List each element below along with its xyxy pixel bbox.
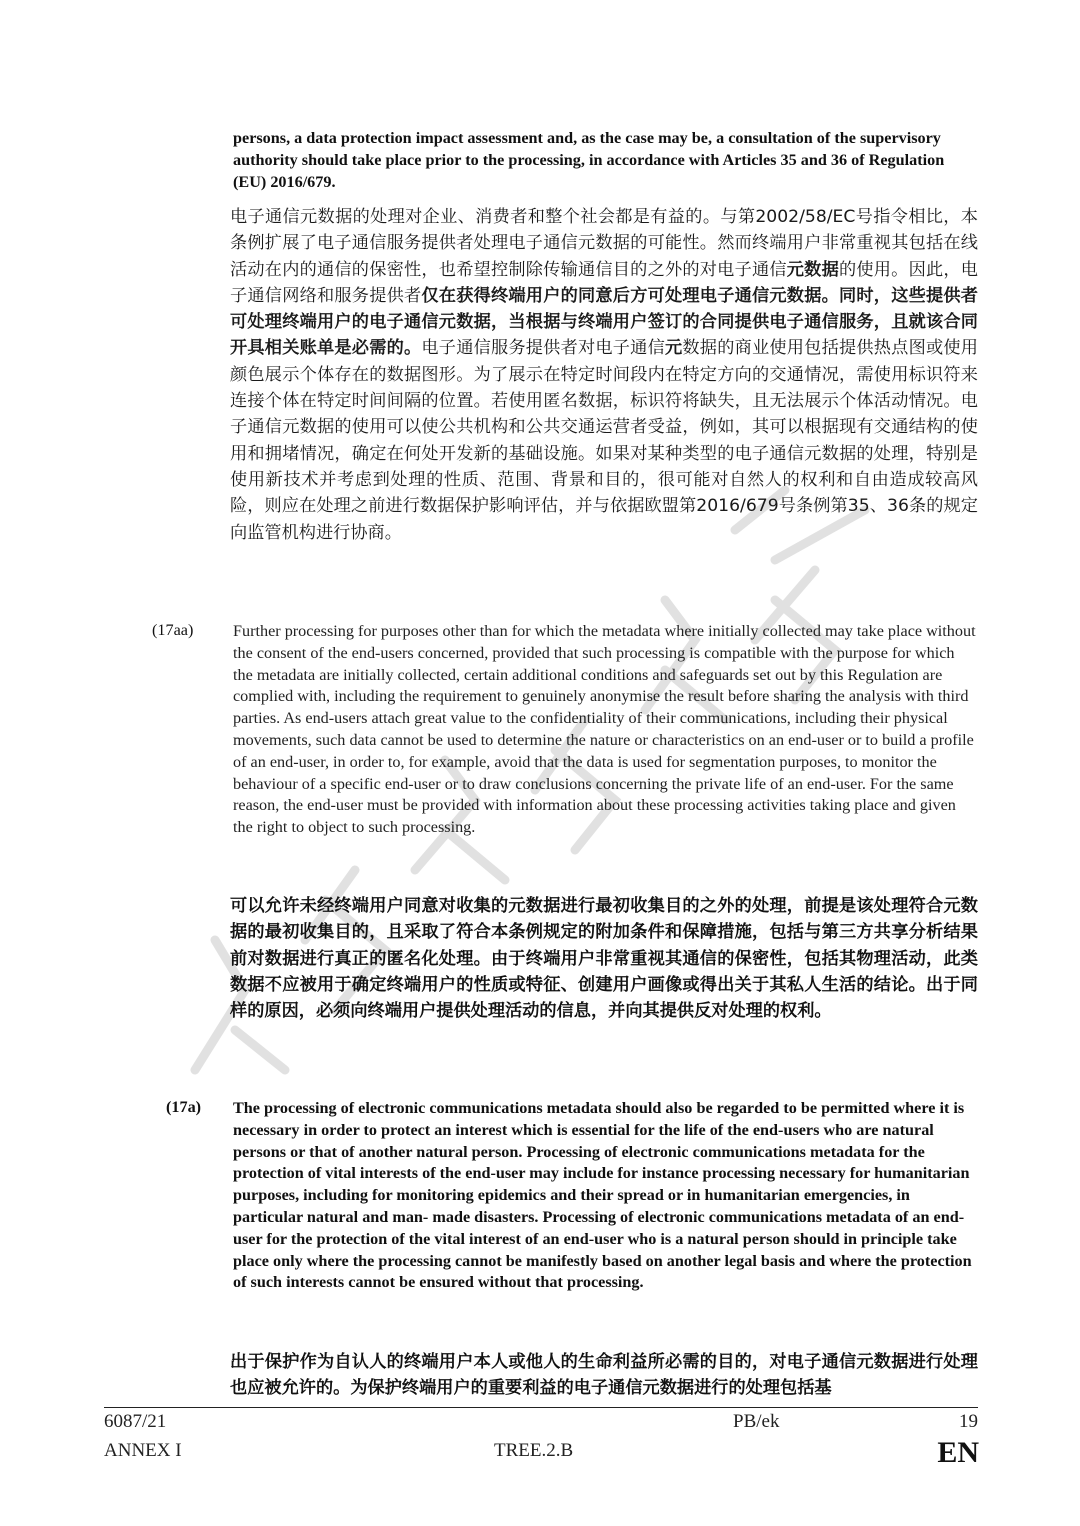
paragraph-top-zh-part3: 电子通信服务提供者对电子通信 <box>421 338 665 359</box>
paragraph-top-en: persons, a data protection impact assessment and, as the case may be, a consultation of the supervisory authority should take place prior to the processing, in accordance with Articles 35 and 36 of Regulation (EU) 2016/679. <box>233 129 945 191</box>
footer-page-number: 19 <box>959 1411 978 1432</box>
paragraph-top-zh-bold1: 元数据 <box>786 259 839 280</box>
paragraph-17a-zh: 出于保护作为自认人的终端用户本人或他人的生命利益所必需的目的，对电子通信元数据进行处理也应被允许的。为保护终端用户的重要利益的电子通信元数据进行的处理包括基 <box>230 1352 978 1399</box>
paragraph-top-zh <box>230 204 978 546</box>
footer-language: EN <box>937 1436 979 1469</box>
paragraph-top-zh-part4: 数据的商业使用包括提供热点图或使用颜色展示个体存在的数据图形。为了展示在特定时间段内在特定方向的交通情况，需使用标识符来连接个体在特定时间间隔的位置。若使用匿名数据，标识符将缺失，且无法展示个体活动情况。电子通信元数据的使用可以使公共机构和公共交通运营者受益，例如，其可以根据现有交通结构的使用和拥堵情况，确定在何处开发新的基础设施。如果对某种类型的电子通信元数据的处理，特别是使用新技术并考虑到处理的性质、范围、背景和目的，很可能对自然人的权利和自由造成较高风险，则应在处理之前进行数据保护影响评估，并与依据欧盟第2016/679号条例第35、36条的规定向监管机构进行协商。 <box>230 338 978 543</box>
footer-initials: PB/ek <box>733 1411 780 1432</box>
paragraph-top-zh-bold2: 仅在获得终端用户的同意后方可处理电子通信元数据。同时，这些提供者可处理终端用户的电子通信元数据，当根据与终端用户签订的合同提供电子通信服务，且就该合同开具相关账单是必需的。 <box>230 285 978 359</box>
paragraph-17a-en: The processing of electronic communications metadata should also be regarded to be permitted where it is necessary in order to protect an interest which is essential for the life of the end-users who are natural persons or that of another natural person. Processing of electronic communications metadata for the protection of vital interests of the end-user may include for instance processing necessary for humanitarian purposes, including for monitoring epidemics and their spread or in humanitarian emergencies, in particular natural and man- made disasters. Processing of electronic communications metadata of an end- user for the protection of the vital interest of an end-user who is a natural person should in principle take place only where the processing cannot be manifestly based on another legal basis and where the protection of such interests cannot be ensured without that processing. <box>233 1099 972 1292</box>
footer-rule <box>104 1407 978 1408</box>
paragraph-top-zh-part2: 的使用。因此，电子通信网络和服务提供者 <box>230 259 978 306</box>
paragraph-number-17a: (17a) <box>166 1098 202 1116</box>
footer-directorate: TREE.2.B <box>494 1440 574 1461</box>
paragraph-top-zh-part1: 电子通信元数据的处理对企业、消费者和整个社会都是有益的。与第2002/58/EC号指令相比，本条例扩展了电子通信服务提供者处理电子通信元数据的可能性。然而终端用户非常重视其包括在线活动在内的通信的保密性，也希望控制除传输通信目的之外的对电子通信 <box>230 207 978 280</box>
paragraph-top-zh-bold3: 元 <box>664 338 683 359</box>
paragraph-17aa-zh: 可以允许未经终端用户同意对收集的元数据进行最初收集目的之外的处理，前提是该处理符合元数据的最初收集目的，且采取了符合本条例规定的附加条件和保障措施，包括与第三方共享分析结果前对数据进行真正的匿名化处理。由于终端用户非常重视其通信的保密性，包括其物理活动，此类数据不应被用于确定终端用户的性质或特征、创建用户画像或得出关于其私人生活的结论。出于同样的原因，必须向终端用户提供处理活动的信息，并向其提供反对处理的权利。 <box>230 896 978 1022</box>
paragraph-17aa-en: Further processing for purposes other than for which the metadata where initially collected may take place without the consent of the end-users concerned, provided that such processing is compatible with the purpose for which the metadata are initially collected, certain additional conditions and safeguards set out by this Regulation are complied with, including the requirement to genuinely anonymise the result before sharing the analysis with third parties. As end-users attach great value to the confidentiality of their communications, including their physical movements, such data cannot be used to determine the nature or characteristics on an end-user or to build a profile of an end-user, in order to, for example, avoid that the data is used for segmentation purposes, to monitor the behaviour of a specific end-user or to draw conclusions concerning the private life of an end-user. For the same reason, the end-user must be provided with information about these processing activities taking place and given the right to object to such processing. <box>233 622 976 837</box>
footer-doc-number: 6087/21 <box>104 1411 167 1432</box>
paragraph-number-17aa: (17aa) <box>152 621 194 639</box>
footer-annex: ANNEX I <box>104 1440 182 1461</box>
